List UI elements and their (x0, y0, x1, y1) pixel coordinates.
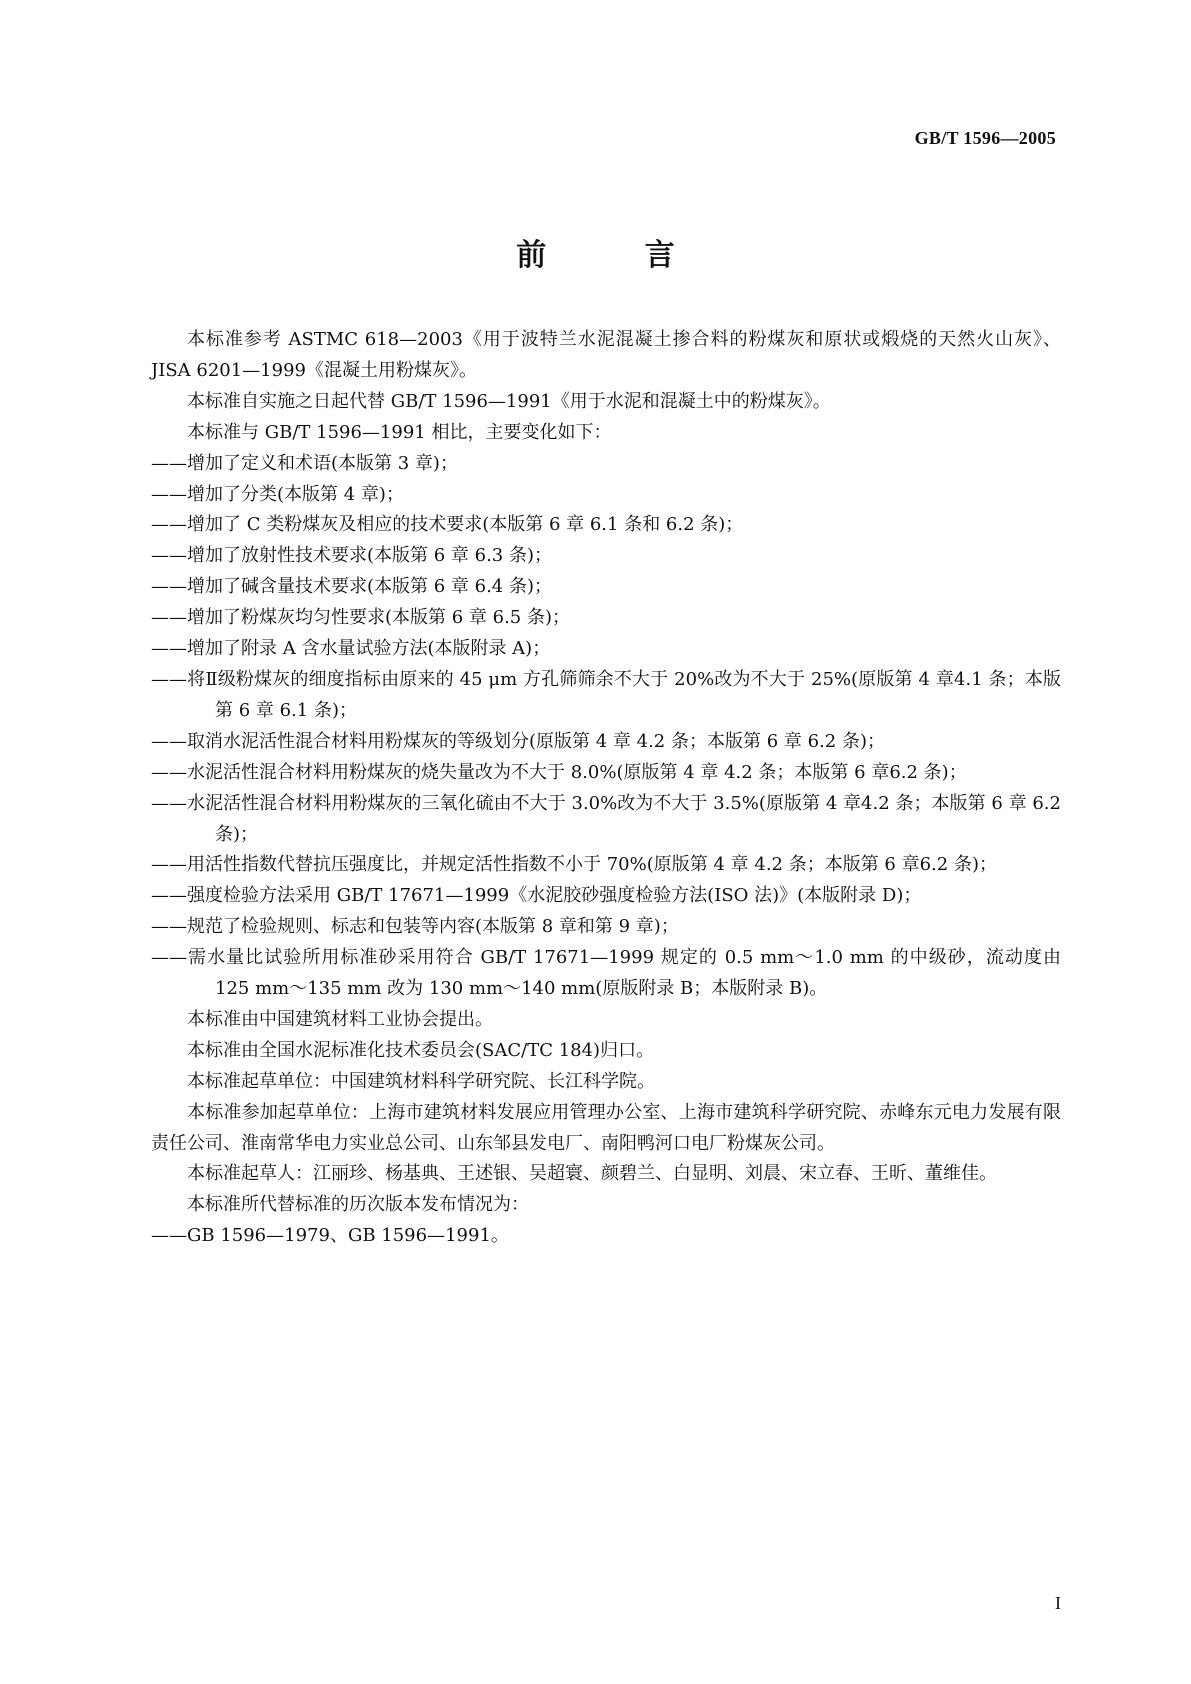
change-item: ——增加了定义和术语(本版第 3 章)； (151, 452, 458, 474)
change-item: ——规范了检验规则、标志和包装等内容(本版第 8 章和第 9 章)； (151, 916, 679, 938)
change-item: ——水泥活性混合材料用粉煤灰的三氧化硫由不大于 3.0%改为不大于 3.5%(原版第 4 章4.2 条；本版第 6 章 6.2 条)； (151, 792, 1061, 845)
document-body (151, 325, 1061, 1252)
change-item: ——用活性指数代替抗压强度比，并规定活性指数不小于 70%(原版第 4 章 4.2 条；本版第 6 章6.2 条)； (151, 854, 997, 876)
history-intro-paragraph: 本标准所代替标准的历次版本发布情况为： (187, 1194, 529, 1216)
change-item: ——增加了放射性技术要求(本版第 6 章 6.3 条)； (151, 545, 553, 567)
page-number: I (1055, 1593, 1061, 1613)
change-item: ——取消水泥活性混合材料用粉煤灰的等级划分(原版第 4 章 4.2 条；本版第 6 章 6.2 条)； (151, 730, 885, 752)
intro-paragraph: 本标准参考 ASTMC 618—2003《用于波特兰水泥混凝土掺合料的粉煤灰和原状或煅烧的天然火山灰》、JISA 6201—1999《混凝土用粉煤灰》。 (151, 329, 1061, 381)
participating-units-paragraph: 本标准参加起草单位：上海市建筑材料发展应用管理办公室、上海市建筑科学研究院、赤峰东元电力发展有限责任公司、淮南常华电力实业总公司、山东邹县发电厂、南阳鸭河口电厂粉煤灰公司。 (151, 1101, 1061, 1154)
drafters-paragraph: 本标准起草人：江丽珍、杨基典、王述银、吴超寰、颜碧兰、白显明、刘晨、宋立春、王昕、董维佳。 (187, 1163, 997, 1185)
change-item: ——增加了分类(本版第 4 章)； (151, 483, 404, 505)
change-item: ——增加了 C 类粉煤灰及相应的技术要求(本版第 6 章 6.1 条和 6.2 条)； (151, 514, 744, 536)
change-item: ——增加了粉煤灰均匀性要求(本版第 6 章 6.5 条)； (151, 607, 571, 629)
drafting-units-paragraph: 本标准起草单位：中国建筑材料科学研究院、长江科学院。 (187, 1070, 655, 1092)
standard-code: GB/T 1596—2005 (914, 128, 1056, 148)
page-title: 前 言 (516, 238, 719, 273)
previous-versions-item: ——GB 1596—1979、GB 1596—1991。 (151, 1225, 509, 1247)
change-item: ——强度检验方法采用 GB/T 17671—1999《水泥胶砂强度检验方法(ISO 法)》(本版附录 D)； (151, 885, 922, 907)
change-item: ——水泥活性混合材料用粉煤灰的烧失量改为不大于 8.0%(原版第 4 章 4.2 条；本版第 6 章6.2 条)； (151, 761, 967, 783)
change-item: ——将Ⅱ级粉煤灰的细度指标由原来的 45 μm 方孔筛筛余不大于 20%改为不大于 25%(原版第 4 章4.1 条；本版第 6 章 6.1 条)； (151, 668, 1061, 721)
supersedes-paragraph: 本标准自实施之日起代替 GB/T 1596—1991《用于水泥和混凝土中的粉煤灰》。 (187, 390, 831, 412)
change-item: ——增加了碱含量技术要求(本版第 6 章 6.4 条)； (151, 576, 553, 598)
changes-intro-paragraph: 本标准与 GB/T 1596—1991 相比，主要变化如下： (187, 421, 612, 443)
committee-paragraph: 本标准由全国水泥标准化技术委员会(SAC/TC 184)归口。 (187, 1039, 655, 1061)
change-item: ——增加了附录 A 含水量试验方法(本版附录 A)； (151, 638, 551, 660)
change-item: ——需水量比试验所用标准砂采用符合 GB/T 17671—1999 规定的 0.5 mm～1.0 mm 的中级砂，流动度由 125 mm～135 mm 改为 130 mm～140 mm(原版附录 B；本版附录 B)。 (151, 947, 1061, 1000)
proposer-paragraph: 本标准由中国建筑材料工业协会提出。 (187, 1008, 493, 1030)
